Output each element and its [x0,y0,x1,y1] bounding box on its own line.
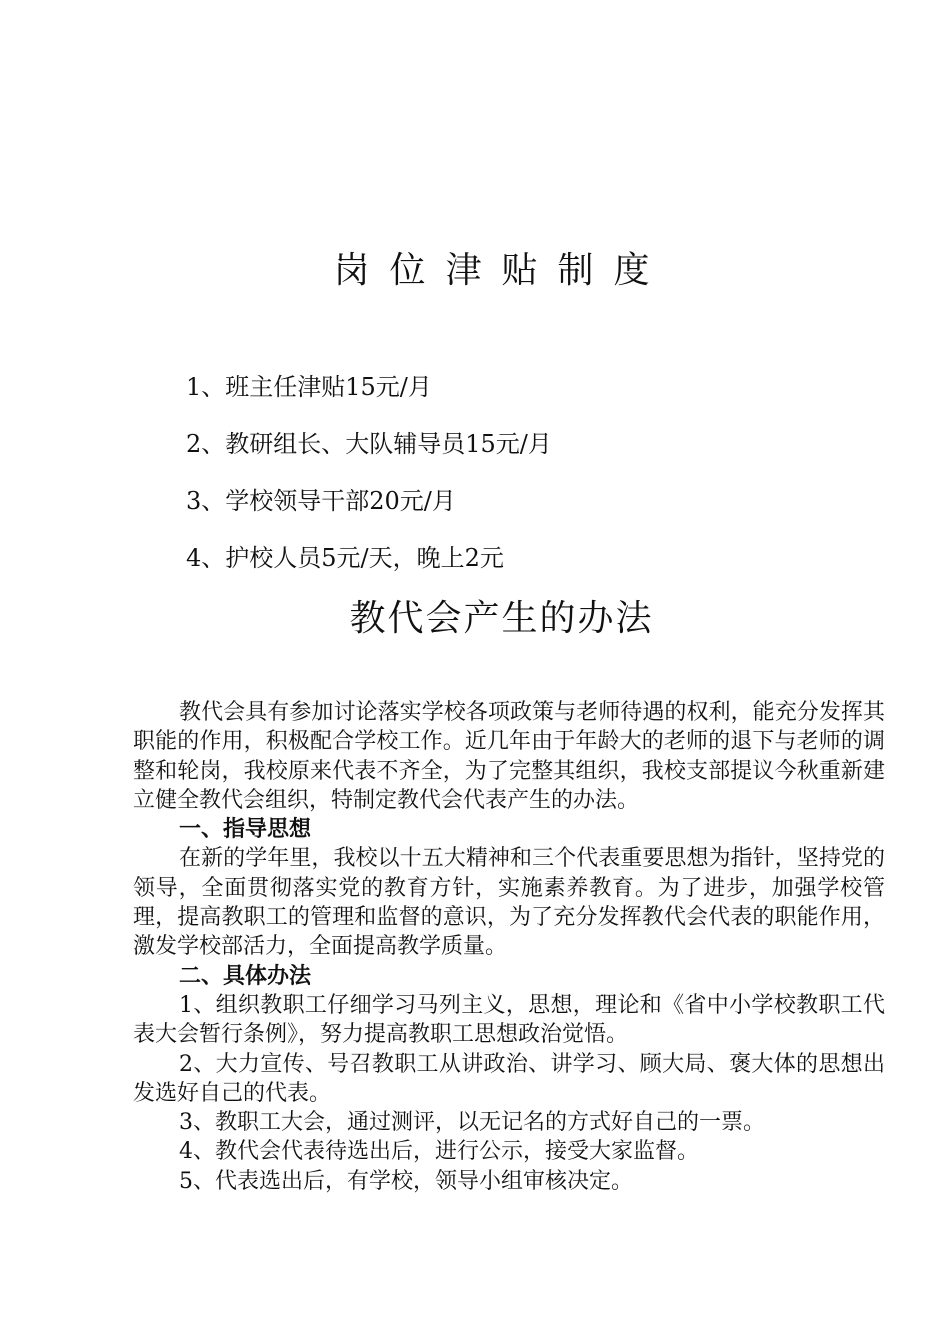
allowance-item: 4、护校人员5元/天，晚上2元 [186,544,504,572]
allowance-item: 2、教研组长、大队辅导员15元/月 [186,430,552,458]
title-congress-method: 教代会产生的办法 [349,598,654,639]
method-step: 5、代表选出后，有学校，领导小组审核决定。 [179,1168,633,1194]
section-heading-specific-methods: 二、具体办法 [179,962,312,989]
method-step: 3、教职工大会，通过测评，以无记名的方式好自己的一票。 [179,1110,765,1136]
method-step: 4、教代会代表待选出后，进行公示，接受大家监督。 [179,1139,699,1165]
title-post-allowance: 岗位津贴制度 [333,250,670,291]
body-text [133,698,885,1196]
section-heading-guiding-idea: 一、指导思想 [179,816,312,843]
allowance-item: 3、学校领导干部20元/月 [186,487,456,515]
allowance-item: 1、班主任津贴15元/月 [186,373,432,401]
method-step: 2、大力宣传、号召教职工从讲政治、讲学习、顾大局、褒大体的思想出发选好自己的代表。 [133,1051,885,1106]
section-paragraph-guiding-idea: 在新的学年里，我校以十五大精神和三个代表重要思想为指针，坚持党的领导，全面贯彻落实党的教育方针，实施素养教育。为了进步，加强学校管理，提高教职工的管理和监督的意识，为了充分发挥教代会代表的职能作用，激发学校部活力，全面提高教学质量。 [133,846,885,960]
method-step: 1、组织教职工仔细学习马列主义，思想，理论和《省中小学校教职工代表大会暂行条例》，努力提高教职工思想政治觉悟。 [133,992,885,1048]
intro-paragraph: 教代会具有参加讨论落实学校各项政策与老师待遇的权利，能充分发挥其职能的作用，积极配合学校工作。近几年由于年龄大的老师的退下与老师的调整和轮岗，我校原来代表不齐全，为了完整其组织，我校支部提议今秋重新建立健全教代会组织，特制定教代会代表产生的办法。 [133,700,885,813]
